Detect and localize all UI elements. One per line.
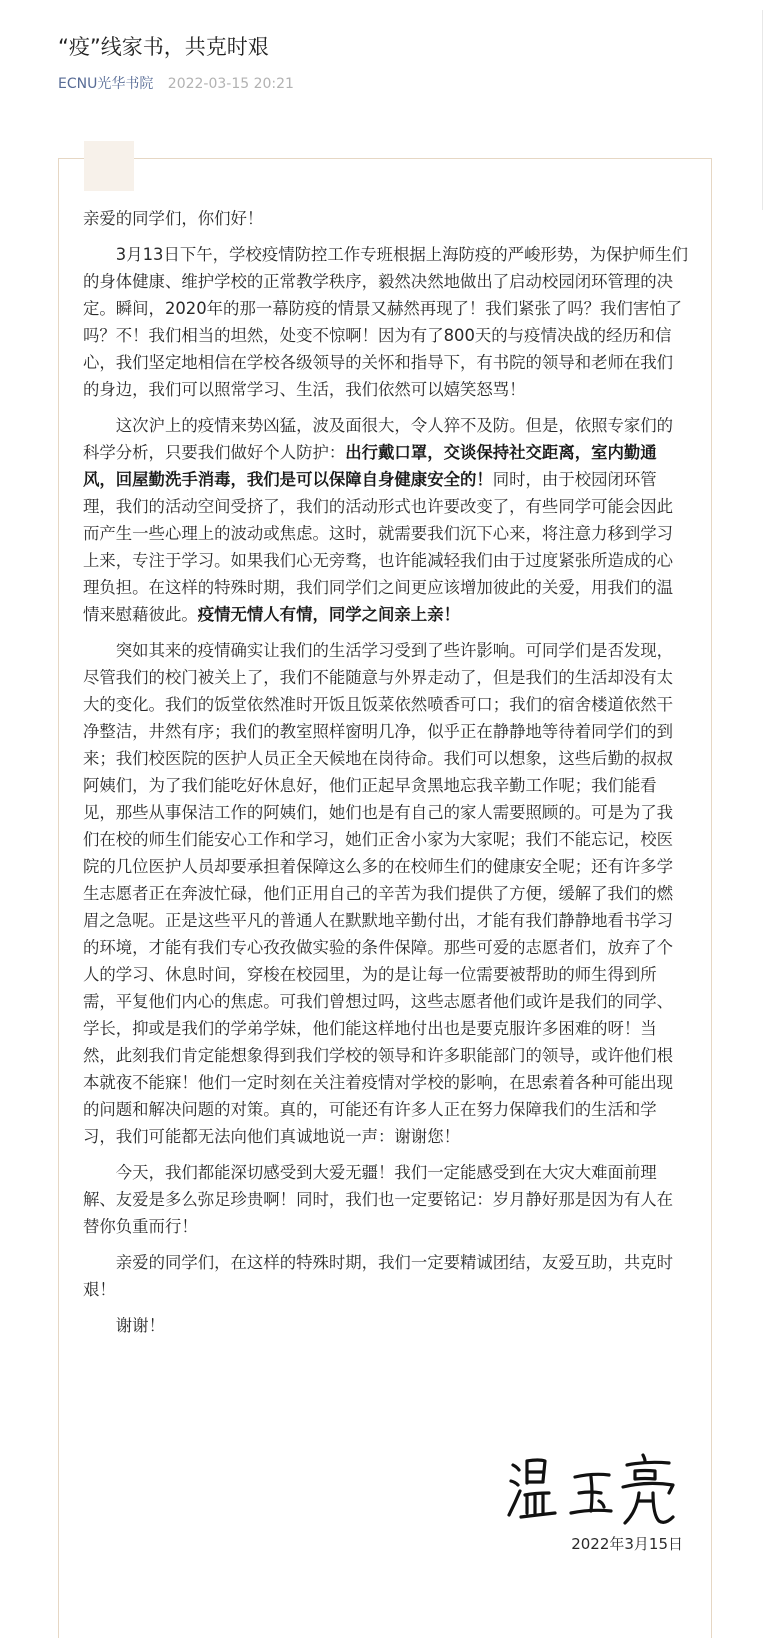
paragraph-2-text-a: 这次沪上的疫情来势凶猛，波及面很大，令人猝不及防。但是，依照专家们的科学分析，只要我们做好个人防护： bbox=[83, 416, 674, 462]
handwritten-signature bbox=[505, 1451, 683, 1531]
article-title: “疫”线家书，共克时艰 bbox=[58, 35, 269, 59]
letter-paragraph-4: 今天，我们都能深切感受到大爱无疆！我们一定能感受到在大灾大难面前理解、友爱是多么弥足珍贵啊！同时，我们也一定要铭记：岁月静好那是因为有人在替你负重而行！ bbox=[83, 1163, 674, 1236]
letter-paragraph-3: 突如其来的疫情确实让我们的生活学习受到了些许影响。可同学们是否发现，尽管我们的校门被关上了，我们不能随意与外界走动了，但是我们的生活却没有太大的变化。我们的饭堂依然准时开饭且饭菜依然喷香可口；我们的宿舍楼道依然干净整洁，井然有序；我们的教室照样窗明几净，似乎正在静静地等待着同学们的到来；我们校医院的医护人员正全天候地在岗待命。我们可以想象，这些后勤的叔叔阿姨们，为了我们能吃好休息好，他们正起早贪黑地忘我辛勤工作呢；我们能看见，那些从事保洁工作的阿姨们，她们也是有自己的家人需要照顾的。可是为了我们在校的师生们能安心工作和学习，她们正舍小家为大家呢；我们不能忘记，校医院的几位医护人员却要承担着保障这么多的在校师生们的健康安全呢；还有许多学生志愿者正在奔波忙碌，他们正用自己的辛苦为我们提供了方便，缓解了我们的燃眉之急呢。正是这些平凡的普通人在默默地辛勤付出，才能有我们静静地看书学习的环境，才能有我们专心孜孜做实验的条件保障。那些可爱的志愿者们，放弃了个人的学习、休息时间，穿梭在校园里，为的是让每一位需要被帮助的师生得到所需，平复他们内心的焦虑。可我们曾想过吗，这些志愿者他们或许是我们的同学、学长，抑或是我们的学弟学妹，他们能这样地付出也是要克服许多困难的呀！当然，此刻我们肯定能想象得到我们学校的领导和许多职能部门的领导，或许他们根本就夜不能寐！他们一定时刻在关注着疫情对学校的影响，在思索着各种可能出现的问题和解决问题的对策。真的，可能还有许多人正在努力保障我们的生活和学习，我们可能都无法向他们真诚地说一声：谢谢您！ bbox=[83, 641, 674, 1146]
letter-paragraph-5: 亲爱的同学们，在这样的特殊时期，我们一定要精诚团结，友爱互助，共克时艰！ bbox=[83, 1253, 674, 1299]
letter-closing: 谢谢！ bbox=[115, 1316, 165, 1335]
letter-body bbox=[83, 205, 689, 1348]
letter-paragraph-2 bbox=[83, 412, 689, 628]
article-meta bbox=[58, 74, 294, 94]
letter-paragraph-1: 3月13日下午，学校疫情防控工作专班根据上海防疫的严峻形势，为保护师生们的身体健康、维护学校的正常教学秩序，毅然决然地做出了启动校园闭环管理的决定。瞬间，2020年的那一幕防疫的情景又赫然再现了！我们紧张了吗？我们害怕了吗？不！我们相当的坦然，处变不惊啊！因为有了800天的与疫情决战的经历和信心，我们坚定地相信在学校各级领导的关怀和指导下，有书院的领导和老师在我们的身边，我们可以照常学习、生活，我们依然可以嬉笑怒骂！ bbox=[83, 245, 688, 399]
publish-time: 2022-03-15 20:21 bbox=[167, 76, 294, 92]
letter-frame bbox=[58, 158, 712, 1638]
letter-greeting: 亲爱的同学们，你们好！ bbox=[83, 209, 264, 228]
paragraph-2-bold-b: 疫情无情人有情，同学之间亲上亲！ bbox=[197, 605, 460, 624]
author-link[interactable]: ECNU光华书院 bbox=[58, 76, 154, 92]
paragraph-2-text-b: 同时，由于校园闭环管理，我们的活动空间受挤了，我们的活动形式也许要改变了，有些同学可能会因此而产生一些心理上的波动或焦虑。这时，就需要我们沉下心来，将注意力移到学习上来，专注于学习。如果我们心无旁骛，也许能减轻我们由于过度紧张所造成的心理负担。在这样的特殊时期，我们同学们之间更应该增加彼此的关爱，用我们的温情来慰藉彼此。 bbox=[83, 470, 674, 624]
letter-date: 2022年3月15日 bbox=[571, 1535, 683, 1553]
scroll-edge bbox=[762, 10, 769, 210]
corner-decoration bbox=[84, 141, 134, 191]
paragraph-2-bold-a: 出行戴口罩，交谈保持社交距离，室内勤通风，回屋勤洗手消毒，我们是可以保障自身健康安全的！ bbox=[83, 443, 657, 489]
